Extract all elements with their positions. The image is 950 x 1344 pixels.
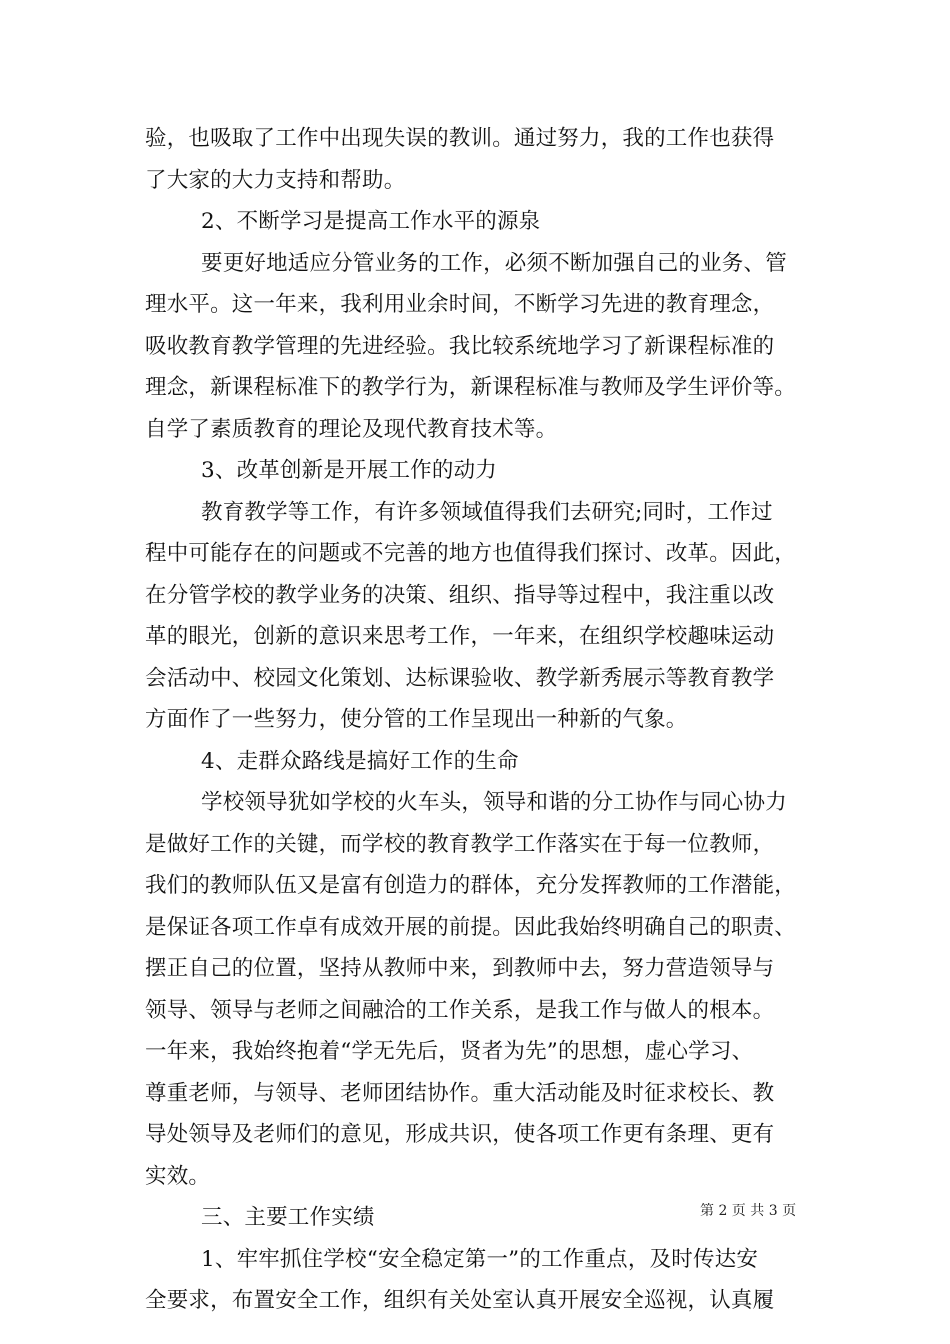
section-heading: 三、主要工作实绩 [201,1205,375,1230]
text-line: 我们的教师队伍又是富有创造力的群体，充分发挥教师的工作潜能， [145,873,797,898]
text-line: 方面作了一些努力，使分管的工作呈现出一种新的气象。 [145,707,688,732]
text-line: 领导、领导与老师之间融洽的工作关系，是我工作与做人的根本。 [145,997,775,1023]
text-line: 理念，新课程标准下的教学行为，新课程标准与教师及学生评价等。 [145,375,797,400]
text-line: 是做好工作的关键，而学校的教育教学工作落实在于每一位教师， [145,831,775,857]
section-heading: 2、不断学习是提高工作水平的源泉 [201,209,541,234]
text-line: 1、牢牢抓住学校“安全稳定第一”的工作重点，及时传达安 [201,1246,759,1272]
text-line: 摆正自己的位置，坚持从教师中来，到教师中去，努力营造领导与 [145,956,775,981]
text-line: 导处领导及老师们的意见，形成共识，使各项工作更有条理、更有 [145,1122,775,1147]
text-line: 在分管学校的教学业务的决策、组织、指导等过程中，我注重以改 [145,582,775,608]
page-number: 第 2 页 共 3 页 [700,1203,797,1219]
text-line: 尊重老师，与领导、老师团结协作。重大活动能及时征求校长、教 [145,1080,775,1106]
section-heading: 4、走群众路线是搞好工作的生命 [201,748,519,774]
text-line: 全要求，布置安全工作，组织有关处室认真开展安全巡视，认真履 [145,1288,775,1313]
text-line: 了大家的大力支持和帮助。 [145,167,406,193]
text-line: 程中可能存在的问题或不完善的地方也值得我们探讨、改革。因此， [145,541,797,566]
document-body [145,118,825,1322]
text-line: 一年来，我始终抱着“学无先后，贤者为先”的思想，虚心学习、 [145,1039,754,1064]
text-line: 学校领导犹如学校的火车头，领导和谐的分工协作与同心协力 [201,790,787,815]
text-line: 理水平。这一年来，我利用业余时间，不断学习先进的教育理念， [145,292,775,317]
text-line: 自学了素质教育的理论及现代教育技术等。 [145,416,558,442]
text-line: 吸收教育教学管理的先进经验。我比较系统地学习了新课程标准的 [145,333,775,359]
section-heading: 3、改革创新是开展工作的动力 [201,458,497,483]
text-line: 教育教学等工作，有许多领域值得我们去研究;同时，工作过 [201,499,773,525]
text-line: 是保证各项工作卓有成效开展的前提。因此我始终明确自己的职责、 [145,914,797,940]
text-line: 验，也吸取了工作中出现失误的教训。通过努力，我的工作也获得 [145,126,775,151]
text-line: 实效。 [145,1163,211,1189]
text-line: 革的眼光，创新的意识来思考工作，一年来，在组织学校趣味运动 [145,624,775,649]
text-line: 会活动中、校园文化策划、达标课验收、教学新秀展示等教育教学 [145,665,775,691]
text-line: 要更好地适应分管业务的工作，必须不断加强自己的业务、管 [201,250,787,276]
